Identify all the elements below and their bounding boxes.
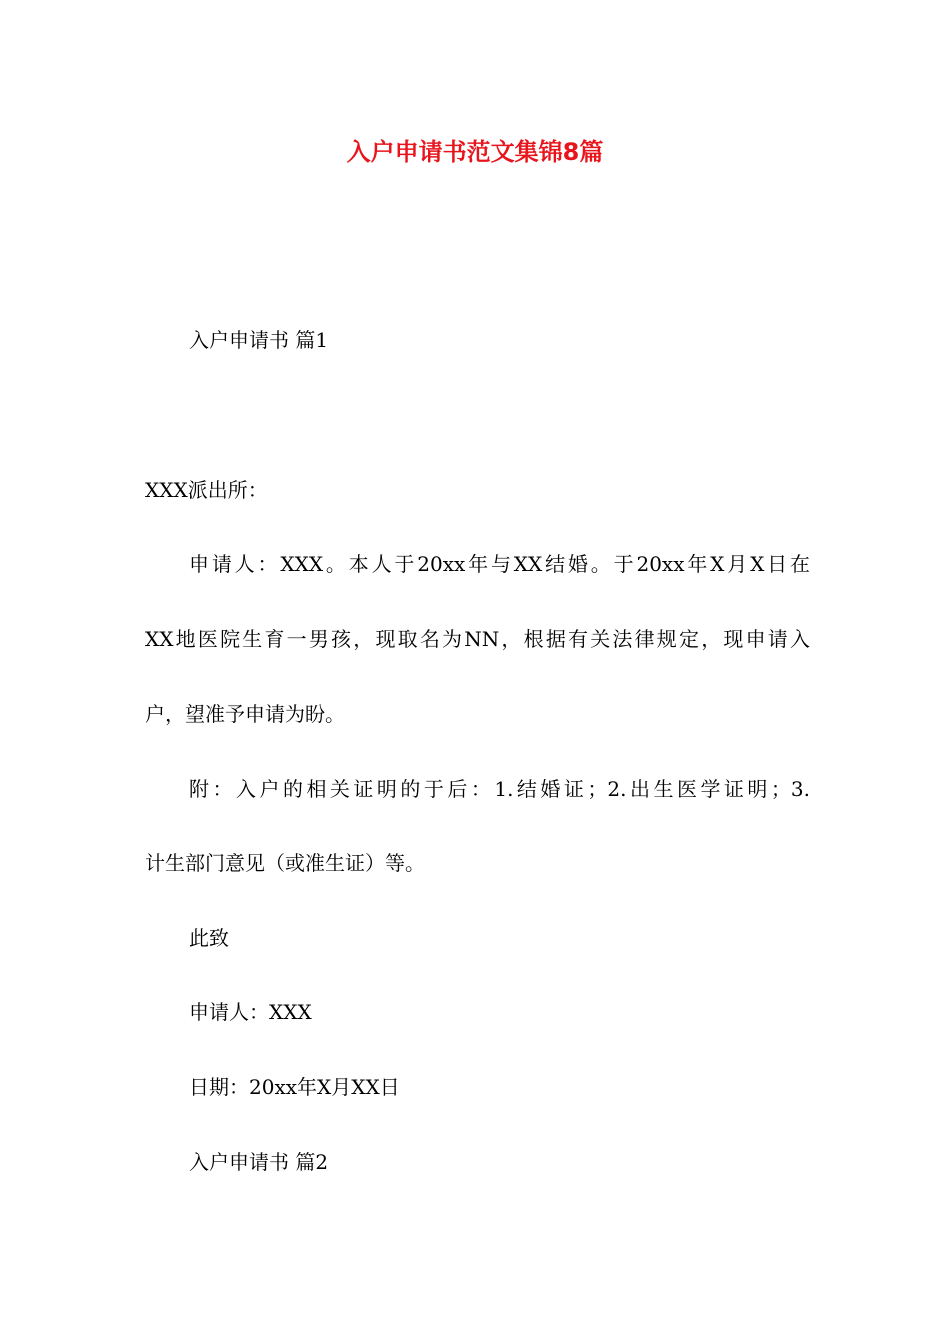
- section-heading-2: 入户申请书 篇2: [189, 1150, 329, 1174]
- attachment-line-2: 计生部门意见（或准生证）等。: [145, 851, 425, 875]
- document-title: 入户申请书范文集锦8篇: [346, 138, 604, 166]
- body-line-3: 户，望准予申请为盼。: [145, 702, 345, 726]
- body-line-2: XX地医院生育一男孩，现取名为NN，根据有关法律规定，现申请入: [145, 627, 810, 651]
- body-line-1: 申请人：XXX。本人于20xx年与XX结婚。于20xx年X月X日在: [189, 552, 810, 576]
- applicant-signature: 申请人：XXX: [189, 1000, 312, 1024]
- date-line: 日期：20xx年X月XX日: [189, 1075, 400, 1099]
- section-heading-1: 入户申请书 篇1: [189, 328, 329, 352]
- attachment-line-1: 附：入户的相关证明的于后：1.结婚证；2.出生医学证明；3.: [189, 777, 810, 801]
- addressee-line: XXX派出所：: [145, 478, 268, 502]
- closing-line: 此致: [189, 926, 229, 950]
